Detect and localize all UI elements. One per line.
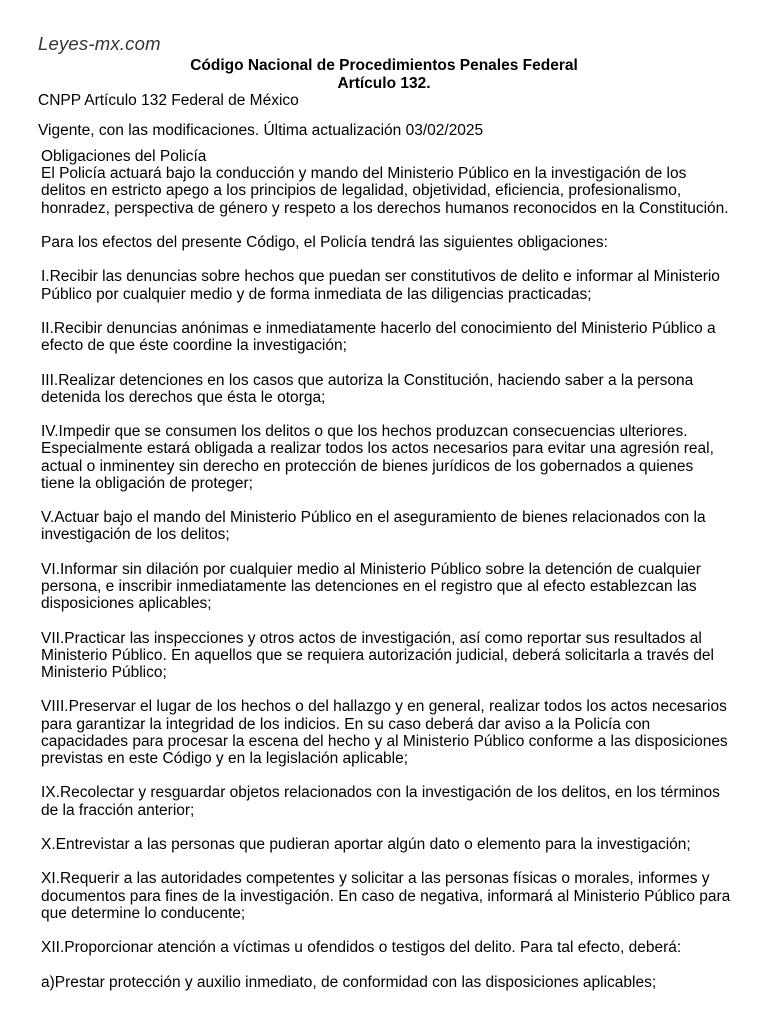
paragraph-fraction-ix: IX.Recolectar y resguardar objetos relacionados con la investigación de los delitos, en los términos de la fracción anterior; — [41, 784, 720, 819]
paragraph-fraction-x: X.Entrevistar a las personas que pudieran aportar algún dato o elemento para la investigación; — [41, 835, 691, 853]
paragraph-fraction-xii: XII.Proporcionar atención a víctimas u ofendidos o testigos del delito. Para tal efecto, deberá: — [41, 939, 682, 957]
site-name: Leyes-mx.com — [38, 33, 161, 54]
section-heading: Obligaciones del Policía — [41, 148, 207, 165]
validity-status: Vigente, con las modificaciones. Última actualización 03/02/2025 — [38, 122, 484, 139]
paragraph-fraction-xi: XI.Requerir a las autoridades competentes y solicitar a las personas físicas o morales, informes y documentos para fines de la investigación. En caso de negativa, informará al Ministerio Público para que determine lo conducente; — [41, 870, 731, 922]
document-subtitle: CNPP Artículo 132 Federal de México — [38, 92, 299, 109]
paragraph-fraction-ii: II.Recibir denuncias anónimas e inmediatamente hacerlo del conocimiento del Ministerio Público a efecto de que éste coordine la investigación; — [41, 319, 716, 355]
article-body — [41, 148, 731, 1008]
paragraph-fraction-iv: IV.Impedir que se consumen los delitos o que los hechos produzcan consecuencias ulteriores. Especialmente estará obligada a realizar todos los actos necesarios para evitar una agresión real, actual o inminentey sin derecho en protección de bienes jurídicos de los gobernados a quienes tiene la obligación de proteger; — [41, 423, 714, 492]
paragraph-fraction-vii: VII.Practicar las inspecciones y otros actos de investigación, así como reportar sus resultados al Ministerio Público. En aquellos que se requiera autorización judicial, deberá solicitarla a través del Ministerio Público; — [41, 629, 714, 681]
paragraph-subsection-a: a)Prestar protección y auxilio inmediato, de conformidad con las disposiciones aplicables; — [41, 973, 657, 991]
paragraph-fraction-iii: III.Realizar detenciones en los casos que autoriza la Constitución, haciendo saber a la persona detenida los derechos que ésta le otorga; — [41, 371, 694, 406]
paragraph-obligations-intro: Para los efectos del presente Código, el Policía tendrá las siguientes obligaciones: — [41, 234, 608, 251]
paragraph-fraction-v: V.Actuar bajo el mando del Ministerio Público en el aseguramiento de bienes relacionados con la investigación de los delitos; — [41, 509, 706, 544]
article-number: Artículo 132. — [337, 75, 431, 92]
paragraph-fraction-viii: VIII.Preservar el lugar de los hechos o del hallazgo y en general, realizar todos los actos necesarios para garantizar la integridad de los indicios. En su caso deberá dar aviso a la Policía con capacidades para procesar la escena del hecho y al Ministerio Público conforme a las disposiciones previstas en este Código y en la legislación aplicable; — [41, 698, 728, 767]
document-title: Código Nacional de Procedimientos Penales Federal — [190, 57, 578, 74]
paragraph-fraction-vi: VI.Informar sin dilación por cualquier medio al Ministerio Público sobre la detención de cualquier persona, e inscribir inmediatamente las detenciones en el registro que al efecto establezcan las disposiciones aplicables; — [41, 560, 701, 613]
paragraph-intro: El Policía actuará bajo la conducción y mando del Ministerio Público en la investigación de los delitos en estricto apego a los principios de legalidad, objetividad, eficiencia, profesionalismo, honradez, perspectiva de género y respeto a los derechos humanos reconocidos en la Constitución. — [41, 165, 729, 217]
paragraph-fraction-i: I.Recibir las denuncias sobre hechos que puedan ser constitutivos de delito e informar al Ministerio Público por cualquier medio y de forma inmediata de las diligencias practicadas; — [41, 268, 720, 303]
